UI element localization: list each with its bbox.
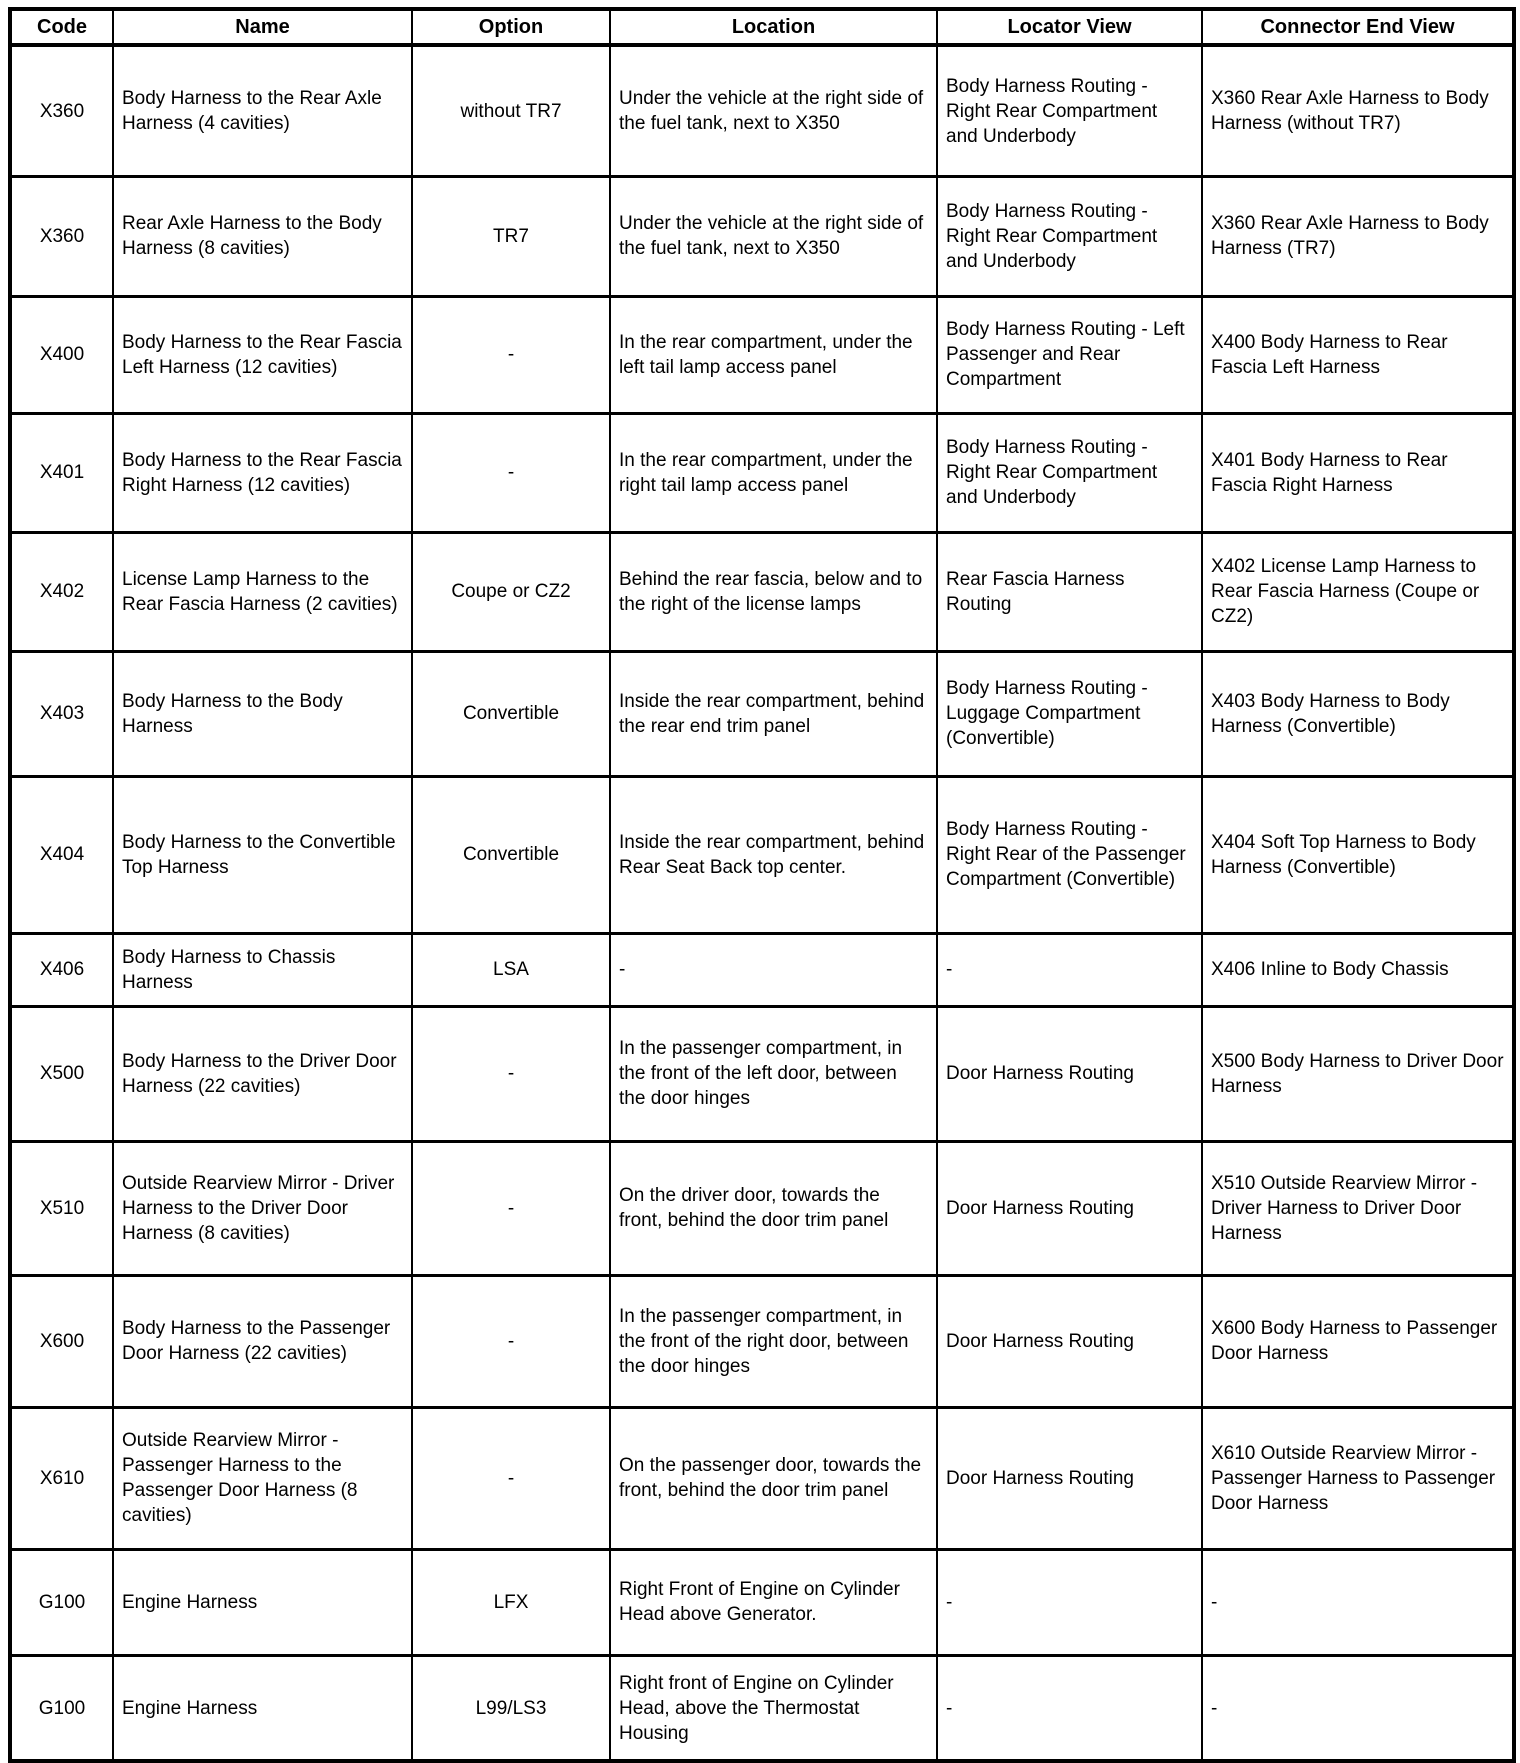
cell-location: Inside the rear compartment, behind the rear end trim panel: [610, 651, 937, 776]
cell-locator-view: Body Harness Routing - Luggage Compartment (Convertible): [937, 651, 1202, 776]
cell-location: Under the vehicle at the right side of the fuel tank, next to X350: [610, 176, 937, 296]
cell-connector-end-view: X600 Body Harness to Passenger Door Harness: [1202, 1275, 1514, 1407]
cell-option: -: [412, 413, 610, 532]
table-row: [10, 1407, 1514, 1549]
cell-connector-end-view: X610 Outside Rearview Mirror - Passenger Harness to Passenger Door Harness: [1202, 1407, 1514, 1549]
cell-option: Coupe or CZ2: [412, 532, 610, 651]
cell-locator-view: -: [937, 1549, 1202, 1655]
table-row: [10, 776, 1514, 933]
cell-locator-view: Body Harness Routing - Right Rear Compartment and Underbody: [937, 45, 1202, 176]
cell-option: without TR7: [412, 45, 610, 176]
column-header-name: Name: [113, 9, 412, 45]
cell-connector-end-view: X403 Body Harness to Body Harness (Convertible): [1202, 651, 1514, 776]
cell-location: Right front of Engine on Cylinder Head, above the Thermostat Housing: [610, 1655, 937, 1761]
table-body: [10, 45, 1514, 1761]
cell-name: Body Harness to the Driver Door Harness (22 cavities): [113, 1006, 412, 1141]
cell-location: In the passenger compartment, in the front of the right door, between the door hinges: [610, 1275, 937, 1407]
cell-location: Behind the rear fascia, below and to the right of the license lamps: [610, 532, 937, 651]
cell-locator-view: Door Harness Routing: [937, 1006, 1202, 1141]
cell-location: -: [610, 933, 937, 1006]
cell-name: Body Harness to the Convertible Top Harness: [113, 776, 412, 933]
cell-connector-end-view: X406 Inline to Body Chassis: [1202, 933, 1514, 1006]
cell-code: X401: [10, 413, 113, 532]
cell-name: License Lamp Harness to the Rear Fascia Harness (2 cavities): [113, 532, 412, 651]
cell-code: X403: [10, 651, 113, 776]
table-row: [10, 45, 1514, 176]
cell-code: X510: [10, 1141, 113, 1275]
cell-name: Body Harness to the Passenger Door Harness (22 cavities): [113, 1275, 412, 1407]
cell-code: G100: [10, 1549, 113, 1655]
cell-code: X406: [10, 933, 113, 1006]
table-row: [10, 296, 1514, 413]
cell-location: Under the vehicle at the right side of the fuel tank, next to X350: [610, 45, 937, 176]
cell-name: Outside Rearview Mirror - Driver Harness to the Driver Door Harness (8 cavities): [113, 1141, 412, 1275]
column-header-option: Option: [412, 9, 610, 45]
table-row: [10, 413, 1514, 532]
cell-location: In the rear compartment, under the left tail lamp access panel: [610, 296, 937, 413]
table-row: [10, 1549, 1514, 1655]
column-header-connector-end-view: Connector End View: [1202, 9, 1514, 45]
cell-option: -: [412, 1006, 610, 1141]
cell-location: Right Front of Engine on Cylinder Head above Generator.: [610, 1549, 937, 1655]
cell-locator-view: Body Harness Routing - Right Rear Compartment and Underbody: [937, 413, 1202, 532]
harness-connector-table: [8, 7, 1516, 1763]
cell-connector-end-view: X360 Rear Axle Harness to Body Harness (without TR7): [1202, 45, 1514, 176]
cell-location: Inside the rear compartment, behind Rear Seat Back top center.: [610, 776, 937, 933]
cell-option: -: [412, 296, 610, 413]
cell-option: LFX: [412, 1549, 610, 1655]
cell-locator-view: Door Harness Routing: [937, 1275, 1202, 1407]
table-header-row: [10, 9, 1514, 45]
cell-connector-end-view: X500 Body Harness to Driver Door Harness: [1202, 1006, 1514, 1141]
table-row: [10, 651, 1514, 776]
cell-connector-end-view: X404 Soft Top Harness to Body Harness (Convertible): [1202, 776, 1514, 933]
cell-option: -: [412, 1407, 610, 1549]
cell-locator-view: Body Harness Routing - Right Rear of the Passenger Compartment (Convertible): [937, 776, 1202, 933]
cell-name: Engine Harness: [113, 1549, 412, 1655]
cell-locator-view: Rear Fascia Harness Routing: [937, 532, 1202, 651]
table-row: [10, 1006, 1514, 1141]
cell-option: Convertible: [412, 651, 610, 776]
cell-locator-view: Body Harness Routing - Right Rear Compartment and Underbody: [937, 176, 1202, 296]
table-row: [10, 1655, 1514, 1761]
cell-option: LSA: [412, 933, 610, 1006]
cell-code: X360: [10, 176, 113, 296]
cell-name: Outside Rearview Mirror - Passenger Harness to the Passenger Door Harness (8 cavities): [113, 1407, 412, 1549]
table-row: [10, 532, 1514, 651]
cell-location: In the passenger compartment, in the front of the left door, between the door hinges: [610, 1006, 937, 1141]
cell-name: Rear Axle Harness to the Body Harness (8 cavities): [113, 176, 412, 296]
cell-name: Body Harness to the Body Harness: [113, 651, 412, 776]
cell-locator-view: Body Harness Routing - Left Passenger and Rear Compartment: [937, 296, 1202, 413]
cell-code: G100: [10, 1655, 113, 1761]
cell-connector-end-view: X401 Body Harness to Rear Fascia Right Harness: [1202, 413, 1514, 532]
cell-option: -: [412, 1141, 610, 1275]
table-row: [10, 1141, 1514, 1275]
cell-connector-end-view: X400 Body Harness to Rear Fascia Left Harness: [1202, 296, 1514, 413]
cell-connector-end-view: X402 License Lamp Harness to Rear Fascia Harness (Coupe or CZ2): [1202, 532, 1514, 651]
cell-code: X610: [10, 1407, 113, 1549]
table-row: [10, 176, 1514, 296]
table-row: [10, 1275, 1514, 1407]
cell-locator-view: -: [937, 933, 1202, 1006]
cell-locator-view: -: [937, 1655, 1202, 1761]
cell-code: X360: [10, 45, 113, 176]
cell-location: In the rear compartment, under the right tail lamp access panel: [610, 413, 937, 532]
cell-location: On the driver door, towards the front, behind the door trim panel: [610, 1141, 937, 1275]
cell-code: X404: [10, 776, 113, 933]
cell-option: -: [412, 1275, 610, 1407]
column-header-location: Location: [610, 9, 937, 45]
cell-name: Engine Harness: [113, 1655, 412, 1761]
cell-name: Body Harness to the Rear Fascia Left Harness (12 cavities): [113, 296, 412, 413]
cell-code: X600: [10, 1275, 113, 1407]
cell-locator-view: Door Harness Routing: [937, 1407, 1202, 1549]
cell-connector-end-view: -: [1202, 1655, 1514, 1761]
cell-code: X400: [10, 296, 113, 413]
cell-location: On the passenger door, towards the front, behind the door trim panel: [610, 1407, 937, 1549]
column-header-code: Code: [10, 9, 113, 45]
cell-name: Body Harness to the Rear Axle Harness (4 cavities): [113, 45, 412, 176]
cell-name: Body Harness to the Rear Fascia Right Harness (12 cavities): [113, 413, 412, 532]
cell-option: Convertible: [412, 776, 610, 933]
cell-option: TR7: [412, 176, 610, 296]
cell-locator-view: Door Harness Routing: [937, 1141, 1202, 1275]
cell-connector-end-view: X360 Rear Axle Harness to Body Harness (TR7): [1202, 176, 1514, 296]
cell-code: X500: [10, 1006, 113, 1141]
column-header-locator-view: Locator View: [937, 9, 1202, 45]
cell-name: Body Harness to Chassis Harness: [113, 933, 412, 1006]
table-row: [10, 933, 1514, 1006]
cell-connector-end-view: X510 Outside Rearview Mirror - Driver Harness to Driver Door Harness: [1202, 1141, 1514, 1275]
cell-option: L99/LS3: [412, 1655, 610, 1761]
cell-connector-end-view: -: [1202, 1549, 1514, 1655]
cell-code: X402: [10, 532, 113, 651]
